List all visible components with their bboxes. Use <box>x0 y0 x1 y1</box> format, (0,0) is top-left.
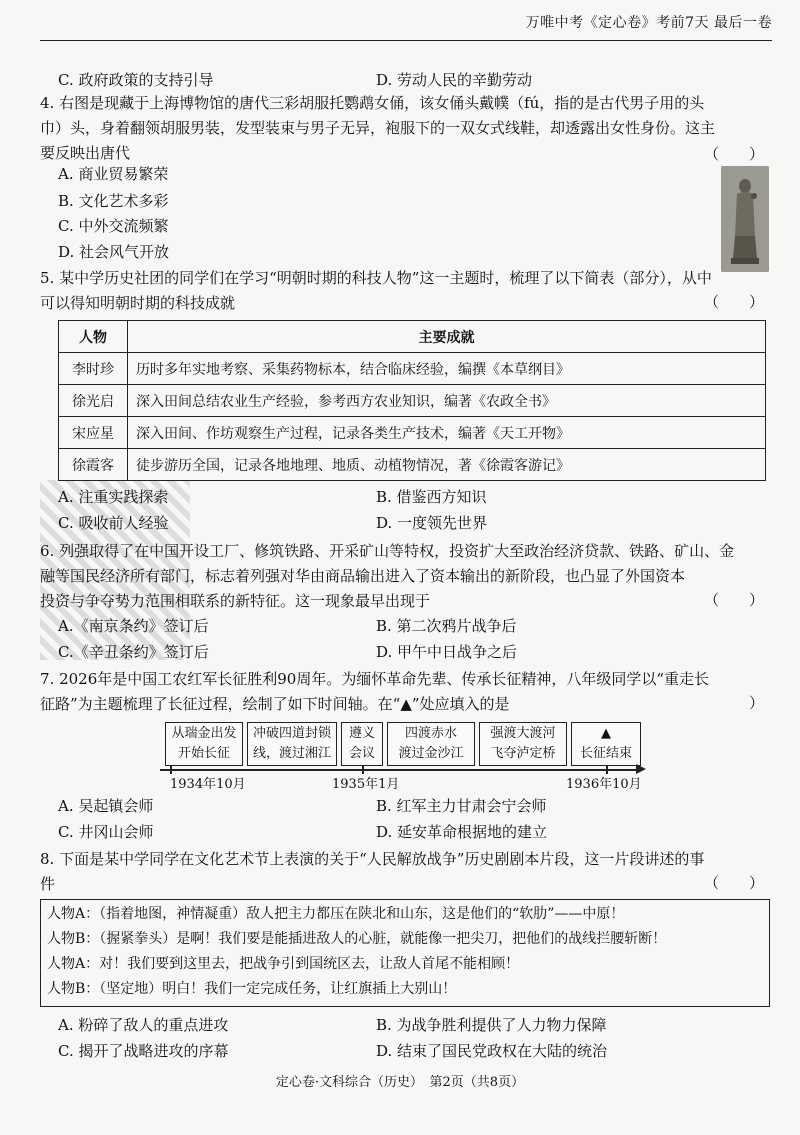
q8-option-a: A. 粉碎了敌人的重点进攻 <box>58 1016 229 1034</box>
drama-script-box <box>40 899 770 1007</box>
timeline-date: 1934年10月 <box>170 777 246 792</box>
q5-option-c: C. 吸收前人经验 <box>58 514 169 532</box>
table-header-person: 人物 <box>59 321 128 353</box>
q8-answer-paren: （ ） <box>703 874 764 892</box>
q7-option-d: D. 延安革命根据地的建立 <box>376 823 548 841</box>
q6-option-a: A.《南京条约》签订后 <box>58 617 209 635</box>
q6-line-3: 投资与争夺势力范围相联系的新特征。这一现象最早出现于 <box>40 592 431 610</box>
q8-option-d: D. 结束了国民党政权在大陆的统治 <box>376 1042 608 1060</box>
q6-option-c: C.《辛丑条约》签订后 <box>58 643 209 661</box>
page-footer: 定心卷·文科综合（历史） 第2页（共8页） <box>275 1075 525 1090</box>
q4-line-3: 要反映出唐代 <box>40 144 131 162</box>
table-cell-achievement: 历时多年实地考察、采集药物标本，结合临床经验，编撰《本草纲目》 <box>128 353 766 385</box>
table-header-achievement: 主要成就 <box>128 321 766 353</box>
timeline-event-box <box>341 722 383 766</box>
q6-line-2: 融等国民经济所有部门，标志着列强对华由商品输出进入了资本输出的新阶段，也凸显了外国资本 <box>40 567 686 585</box>
q8-line-2: 件 <box>40 875 56 893</box>
table-cell-person: 徐霞客 <box>59 449 128 481</box>
script-line: 人物B：（坚定地）明白！我们一定完成任务，让红旗插上大别山！ <box>47 981 457 997</box>
timeline-event-box <box>479 722 567 766</box>
question-7 <box>40 667 770 717</box>
ming-scientists-table <box>58 320 766 481</box>
timeline-axis <box>160 769 640 771</box>
q7-option-a: A. 吴起镇会师 <box>58 797 154 815</box>
q6-answer-paren: （ ） <box>703 591 764 609</box>
q6-line-1: 6. 列强取得了在中国开设工厂、修筑铁路、开采矿山等特权，投资扩大至政治经济贷款、铁路、矿山、金 <box>40 542 735 560</box>
timeline-event-line: 遵义 <box>348 726 375 741</box>
tang-sancai-figurine-photo <box>721 166 769 272</box>
q8-option-c: C. 揭开了战略进攻的序幕 <box>58 1042 229 1060</box>
table-cell-achievement: 徒步游历全国，记录各地地理、地质、动植物情况，著《徐霞客游记》 <box>128 449 766 481</box>
timeline-event-line: 飞夺泸定桥 <box>490 746 556 761</box>
q4-option-c: C. 中外交流频繁 <box>58 217 169 235</box>
q7-option-b: B. 红军主力甘肃会宁会师 <box>376 797 547 815</box>
timeline-event-box <box>247 722 337 766</box>
q6-option-b: B. 第二次鸦片战争后 <box>376 617 517 635</box>
table-row <box>59 353 766 385</box>
timeline-event-line: 会议 <box>348 746 375 761</box>
timeline-event-line: 线，渡过湘江 <box>252 746 331 761</box>
timeline-event-line: 渡过金沙江 <box>398 746 464 761</box>
timeline-event-box <box>387 722 475 766</box>
q5-option-a: A. 注重实践探索 <box>58 488 169 506</box>
timeline-date: 1936年10月 <box>566 777 642 792</box>
q7-option-c: C. 井冈山会师 <box>58 823 154 841</box>
table-header-row <box>59 321 766 353</box>
triangle-marker-icon: ▲ <box>601 726 611 741</box>
script-line: 人物B：（握紧拳头）是啊！我们要是能插进敌人的心脏，就能像一把尖刀，把他们的战线拦腰斩断！ <box>47 931 667 947</box>
table-row <box>59 385 766 417</box>
timeline-event-line: 四渡赤水 <box>404 726 457 741</box>
script-line: 人物A：对！我们要到这里去，把战争引到国统区去，让敌人首尾不能相顾！ <box>47 956 520 972</box>
q5-line-2: 可以得知明朝时期的科技成就 <box>40 294 236 312</box>
page-header: 万唯中考《定心卷》考前7天 最后一卷 <box>525 15 772 31</box>
table-cell-person: 徐光启 <box>59 385 128 417</box>
q3-option-d: D. 劳动人民的辛勤劳动 <box>376 71 533 89</box>
q7-line-2: 征路”为主题梳理了长征过程，绘制了如下时间轴。在“▲”处应填入的是 <box>40 695 510 713</box>
table-row <box>59 449 766 481</box>
header-divider <box>40 40 772 41</box>
q5-option-d: D. 一度领先世界 <box>376 514 488 532</box>
script-line: 人物A：（指着地图，神情凝重）敌人把主力都压在陕北和山东，这是他们的“软肋”——中原！ <box>47 906 625 922</box>
question-8 <box>40 847 770 897</box>
timeline-event-line: 从瑞金出发 <box>171 726 237 741</box>
question-5 <box>40 266 770 316</box>
q7-line-1: 7. 2026年是中国工农红军长征胜利90周年。为缅怀革命先辈、传承长征精神，八年级同学以“重走长 <box>40 670 710 688</box>
table-row <box>59 417 766 449</box>
q8-option-b: B. 为战争胜利提供了人力物力保障 <box>376 1016 607 1034</box>
timeline-event-line: 冲破四道封锁 <box>252 726 331 741</box>
q4-answer-paren: （ ） <box>703 145 764 163</box>
timeline-event-line: 强渡大渡河 <box>490 726 556 741</box>
q5-option-b: B. 借鉴西方知识 <box>376 488 487 506</box>
q5-line-1: 5. 某中学历史社团的同学们在学习“明朝时期的科技人物”这一主题时，梳理了以下简表（部分），从中 <box>40 269 712 287</box>
q5-answer-paren: （ ） <box>703 293 764 311</box>
timeline-event-box <box>571 722 641 766</box>
table-cell-achievement: 深入田间、作坊观察生产过程，记录各类生产技术，编著《天工开物》 <box>128 417 766 449</box>
timeline-event-line: 长征结束 <box>579 746 632 761</box>
question-6 <box>40 539 770 614</box>
q4-option-b: B. 文化艺术多彩 <box>58 192 169 210</box>
table-cell-person: 李时珍 <box>59 353 128 385</box>
q3-option-c: C. 政府政策的支持引导 <box>58 71 214 89</box>
q6-option-d: D. 甲午中日战争之后 <box>376 643 518 661</box>
q4-line-2: 巾）头，身着翻领胡服男装，发型装束与男子无异，袍服下的一双女式线鞋，却透露出女性身份。这主 <box>40 119 716 137</box>
timeline-event-box <box>165 722 243 766</box>
timeline-date: 1935年1月 <box>332 777 400 792</box>
q4-line-1: 4. 右图是现藏于上海博物馆的唐代三彩胡服托鹦鹉女俑，该女俑头戴幞（fú，指的是古代男子用的头 <box>40 94 705 112</box>
q4-option-a: A. 商业贸易繁荣 <box>58 165 169 183</box>
timeline-event-line: 开始长征 <box>177 746 230 761</box>
q8-line-1: 8. 下面是某中学同学在文化艺术节上表演的关于“人民解放战争”历史剧剧本片段，这一片段讲述的事 <box>40 850 705 868</box>
q4-option-d: D. 社会风气开放 <box>58 243 170 261</box>
table-cell-achievement: 深入田间总结农业生产经验，参考西方农业知识，编著《农政全书》 <box>128 385 766 417</box>
q7-answer-paren: ） <box>748 694 764 712</box>
table-cell-person: 宋应星 <box>59 417 128 449</box>
question-4 <box>40 91 770 166</box>
